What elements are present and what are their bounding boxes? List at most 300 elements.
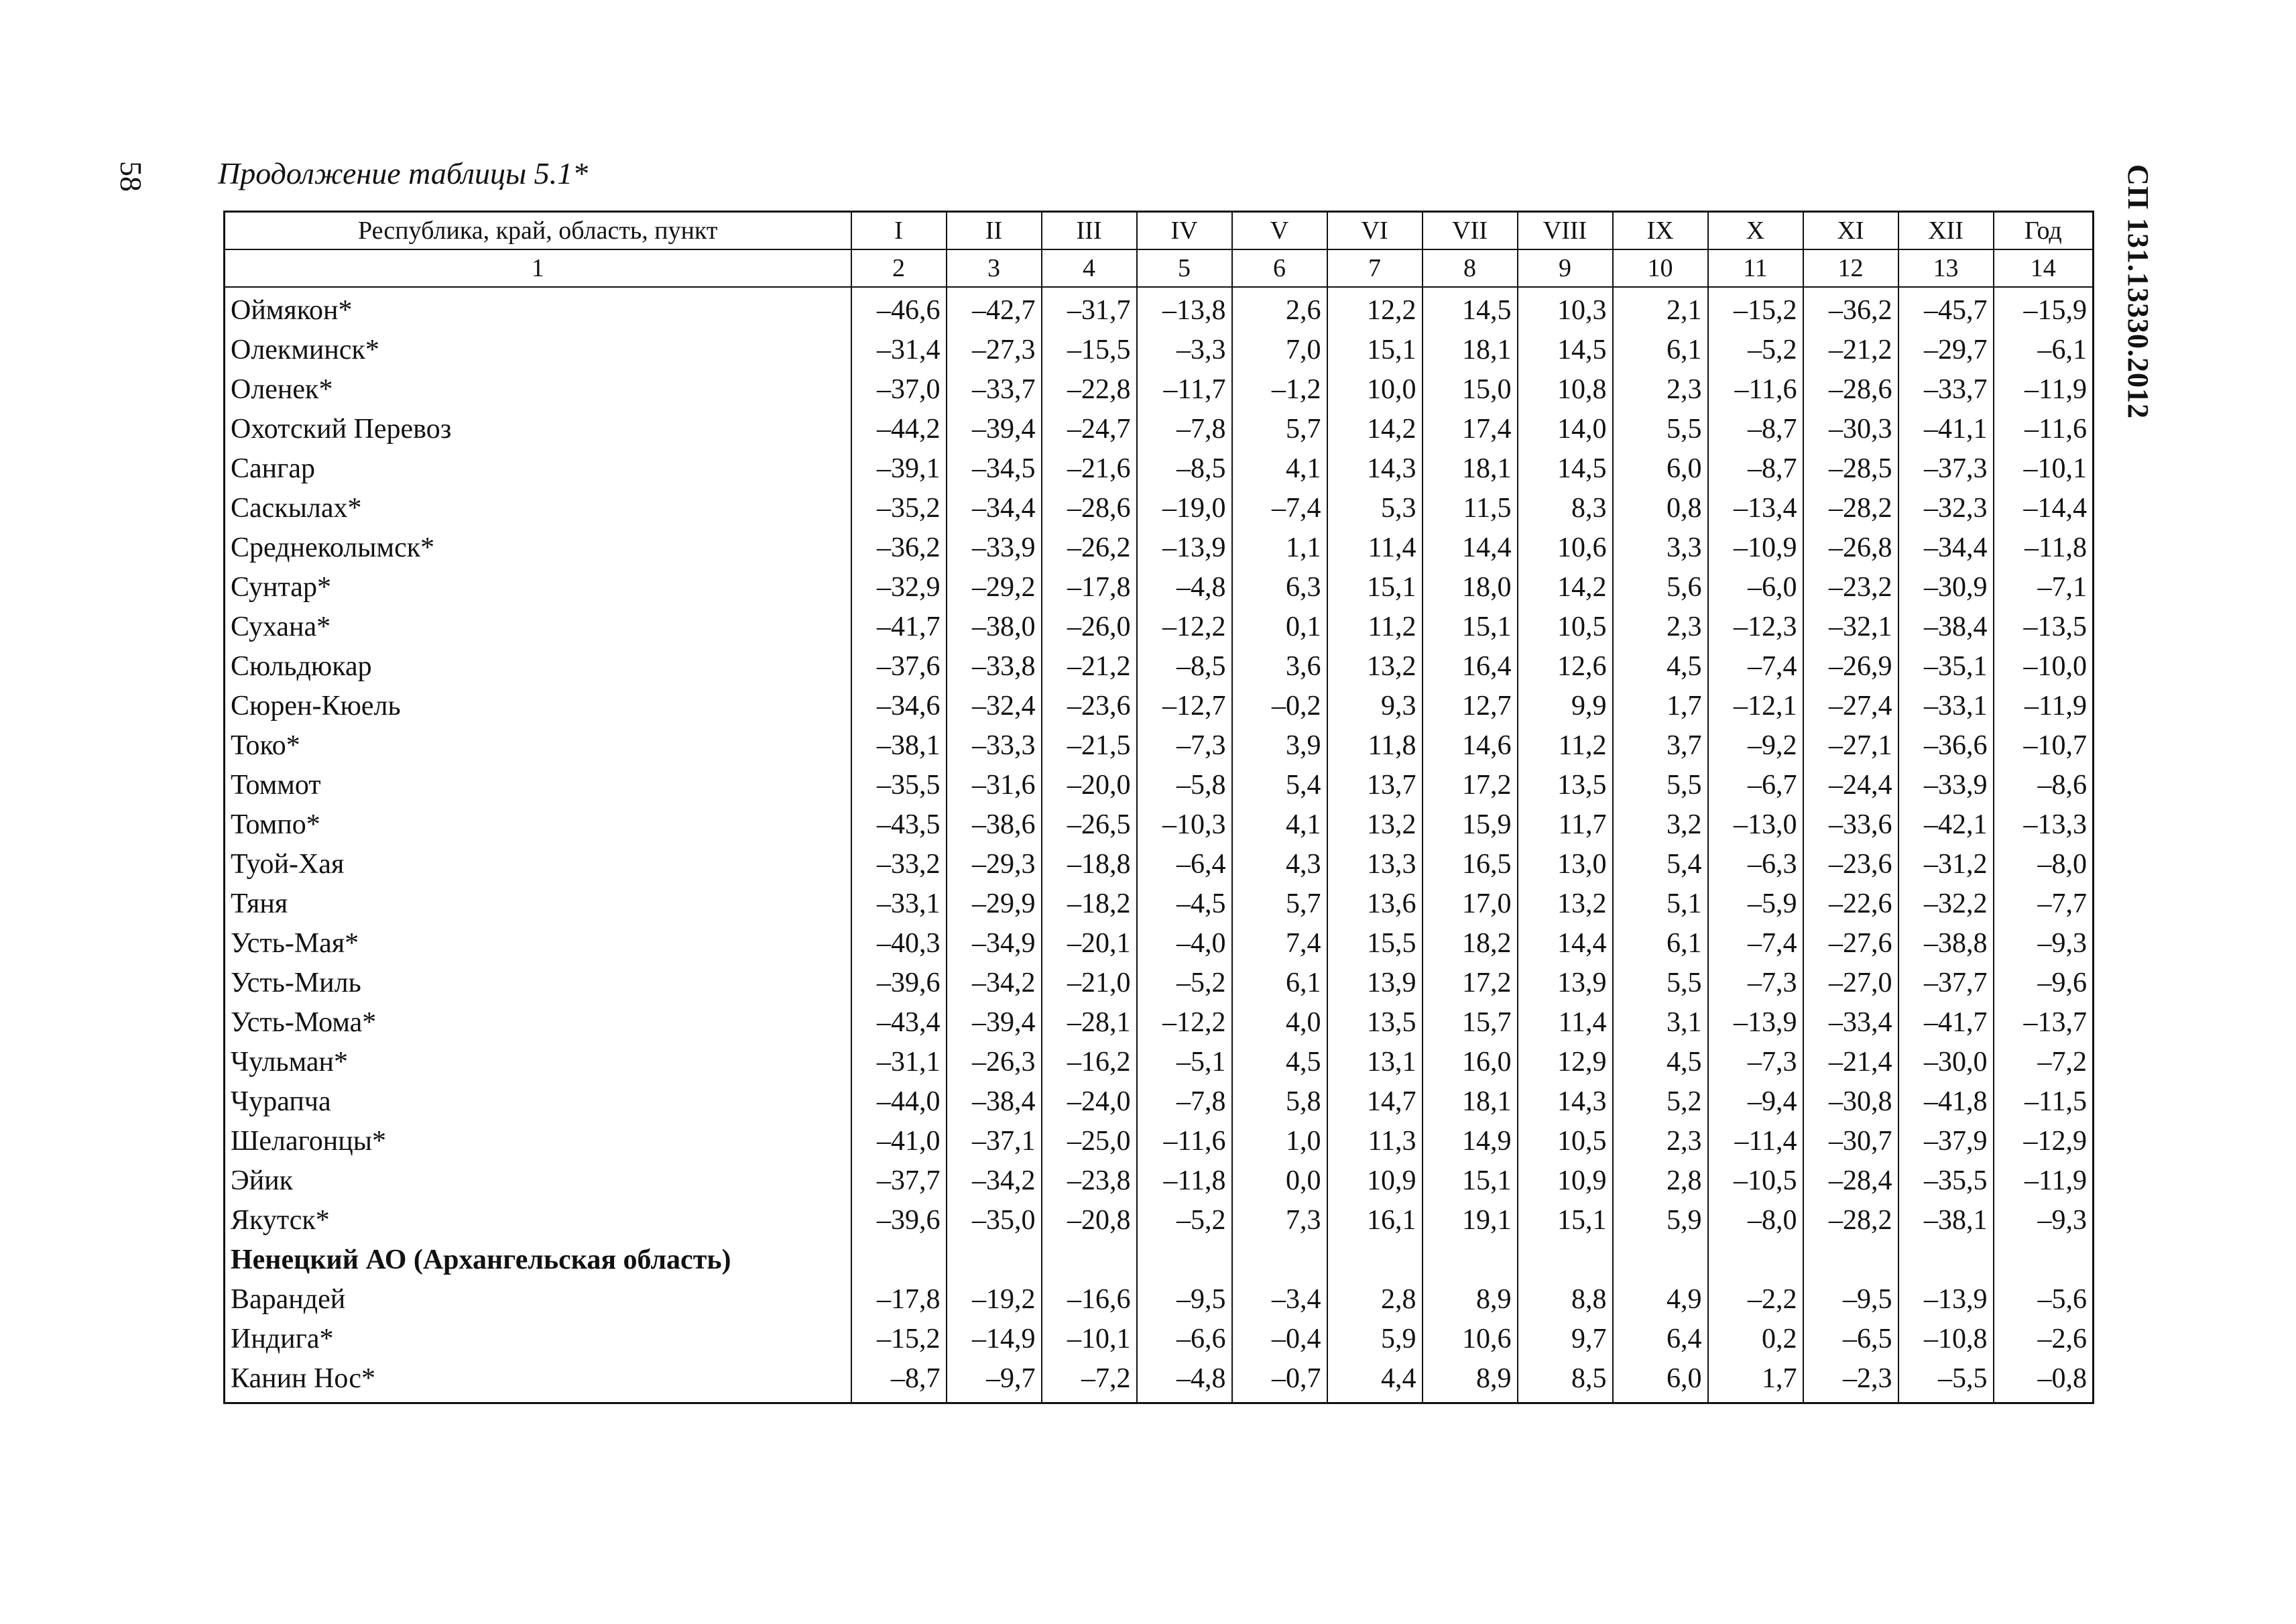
monthly-temperature-cell: 15,0 [1423,369,1518,409]
monthly-temperature-cell: 1,7 [1708,1358,1803,1403]
monthly-temperature-cell: 13,0 [1518,844,1613,884]
monthly-temperature-cell: –20,8 [1042,1200,1137,1240]
monthly-temperature-cell: 2,6 [1232,287,1327,330]
monthly-temperature-cell: –35,0 [947,1200,1042,1240]
monthly-temperature-cell: 14,3 [1327,449,1423,488]
monthly-temperature-cell: –40,3 [851,923,947,963]
monthly-temperature-cell: 17,2 [1423,963,1518,1002]
monthly-temperature-cell: –11,4 [1708,1121,1803,1161]
place-name: Олекминск* [225,330,851,369]
monthly-temperature-cell: –10,8 [1898,1319,1994,1358]
monthly-temperature-cell: 8,3 [1518,488,1613,528]
monthly-temperature-cell: –0,4 [1232,1319,1327,1358]
monthly-temperature-cell: 14,5 [1423,287,1518,330]
monthly-temperature-cell: –7,4 [1708,646,1803,686]
monthly-temperature-cell: –29,2 [947,567,1042,607]
monthly-temperature-cell: –36,2 [1803,287,1898,330]
monthly-temperature-cell: –10,5 [1708,1161,1803,1200]
table-body [225,287,2094,1403]
header-month-9: IX [1613,212,1708,250]
monthly-temperature-cell: 0,0 [1232,1161,1327,1200]
monthly-temperature-cell: –27,0 [1803,963,1898,1002]
monthly-temperature-cell: –27,1 [1803,726,1898,765]
place-name: Индига* [225,1319,851,1358]
monthly-temperature-cell: –12,7 [1137,686,1232,726]
monthly-temperature-cell: –17,8 [1042,567,1137,607]
place-name: Оленек* [225,369,851,409]
table-row [225,726,2094,765]
monthly-temperature-cell: –15,2 [851,1319,947,1358]
monthly-temperature-cell: –37,3 [1898,449,1994,488]
monthly-temperature-cell: 11,5 [1423,488,1518,528]
monthly-temperature-cell: –42,1 [1898,805,1994,844]
monthly-temperature-cell: 11,4 [1327,528,1423,567]
monthly-temperature-cell: –13,9 [1898,1279,1994,1319]
monthly-temperature-cell: –25,0 [1042,1121,1137,1161]
monthly-temperature-cell: –34,4 [1898,528,1994,567]
monthly-temperature-cell: –16,6 [1042,1279,1137,1319]
annual-temperature-cell: –10,1 [1994,449,2094,488]
monthly-temperature-cell: –30,9 [1898,567,1994,607]
monthly-temperature-cell: –36,2 [851,528,947,567]
table-row [225,1319,2094,1358]
place-name: Эйик [225,1161,851,1200]
monthly-temperature-cell: –30,8 [1803,1082,1898,1121]
monthly-temperature-cell: 7,4 [1232,923,1327,963]
monthly-temperature-cell: 4,4 [1327,1358,1423,1403]
monthly-temperature-cell: 4,9 [1613,1279,1708,1319]
monthly-temperature-cell: 7,0 [1232,330,1327,369]
table-caption: Продолжение таблицы 5.1* [218,156,589,190]
table-row [225,528,2094,567]
header-month-3: III [1042,212,1137,250]
table-row [225,923,2094,963]
monthly-temperature-cell: –35,2 [851,488,947,528]
monthly-temperature-cell: 14,4 [1518,923,1613,963]
column-number: 1 [225,249,851,287]
monthly-temperature-cell: –20,1 [1042,923,1137,963]
annual-temperature-cell: –13,5 [1994,607,2094,646]
monthly-temperature-cell: 1,0 [1232,1121,1327,1161]
monthly-temperature-cell: –26,8 [1803,528,1898,567]
monthly-temperature-cell: 13,3 [1327,844,1423,884]
monthly-temperature-cell: –11,7 [1137,369,1232,409]
place-name: Варандей [225,1279,851,1319]
monthly-temperature-cell: –32,9 [851,567,947,607]
monthly-temperature-cell [1137,1240,1232,1279]
monthly-temperature-cell: 13,2 [1327,805,1423,844]
monthly-temperature-cell: 5,4 [1232,765,1327,805]
header-month-11: XI [1803,212,1898,250]
table-row [225,765,2094,805]
monthly-temperature-cell: –41,0 [851,1121,947,1161]
monthly-temperature-cell: 3,6 [1232,646,1327,686]
monthly-temperature-cell: –7,8 [1137,1082,1232,1121]
table-row [225,330,2094,369]
header-year: Год [1994,212,2094,250]
monthly-temperature-cell: –38,0 [947,607,1042,646]
annual-temperature-cell: –9,3 [1994,1200,2094,1240]
place-name: Томмот [225,765,851,805]
monthly-temperature-cell: –21,2 [1042,646,1137,686]
header-number-row [225,249,2094,287]
monthly-temperature-cell: 5,9 [1327,1319,1423,1358]
monthly-temperature-cell: –9,5 [1803,1279,1898,1319]
monthly-temperature-cell: –45,7 [1898,287,1994,330]
monthly-temperature-cell: 11,2 [1518,726,1613,765]
monthly-temperature-cell: 13,9 [1327,963,1423,1002]
monthly-temperature-cell: –3,3 [1137,330,1232,369]
monthly-temperature-cell [1423,1240,1518,1279]
monthly-temperature-cell: 10,0 [1327,369,1423,409]
monthly-temperature-cell: 4,5 [1232,1042,1327,1082]
monthly-temperature-cell: 12,7 [1423,686,1518,726]
annual-temperature-cell: –7,1 [1994,567,2094,607]
annual-temperature-cell: –8,6 [1994,765,2094,805]
monthly-temperature-cell: 6,1 [1232,963,1327,1002]
monthly-temperature-cell: –19,0 [1137,488,1232,528]
monthly-temperature-cell: –4,8 [1137,567,1232,607]
monthly-temperature-cell: –33,7 [1898,369,1994,409]
monthly-temperature-cell: 18,2 [1423,923,1518,963]
table-row [225,369,2094,409]
monthly-temperature-cell: 6,1 [1613,923,1708,963]
monthly-temperature-cell: –13,4 [1708,488,1803,528]
place-name: Шелагонцы* [225,1121,851,1161]
monthly-temperature-cell: –24,0 [1042,1082,1137,1121]
header-month-10: X [1708,212,1803,250]
monthly-temperature-cell: –37,6 [851,646,947,686]
place-name: Канин Нос* [225,1358,851,1403]
monthly-temperature-cell: 6,4 [1613,1319,1708,1358]
monthly-temperature-cell: –6,4 [1137,844,1232,884]
place-name: Токо* [225,726,851,765]
column-number: 6 [1232,249,1327,287]
monthly-temperature-cell: 0,8 [1613,488,1708,528]
monthly-temperature-cell: –4,5 [1137,884,1232,923]
monthly-temperature-cell: –42,7 [947,287,1042,330]
monthly-temperature-cell: –30,0 [1898,1042,1994,1082]
monthly-temperature-cell: –8,7 [1708,449,1803,488]
table-row [225,1121,2094,1161]
monthly-temperature-cell: –31,2 [1898,844,1994,884]
place-name: Сухана* [225,607,851,646]
monthly-temperature-cell: –2,3 [1803,1358,1898,1403]
monthly-temperature-cell: –12,3 [1708,607,1803,646]
monthly-temperature-cell [1232,1240,1327,1279]
annual-temperature-cell: –6,1 [1994,330,2094,369]
monthly-temperature-cell: 15,1 [1518,1200,1613,1240]
annual-temperature-cell: –9,3 [1994,923,2094,963]
annual-temperature-cell: –0,8 [1994,1358,2094,1403]
monthly-temperature-cell: –29,3 [947,844,1042,884]
monthly-temperature-cell: –29,7 [1898,330,1994,369]
header-month-7: VII [1423,212,1518,250]
monthly-temperature-cell: –26,9 [1803,646,1898,686]
monthly-temperature-cell: –7,8 [1137,409,1232,449]
monthly-temperature-cell: –34,9 [947,923,1042,963]
monthly-temperature-cell: 13,5 [1518,765,1613,805]
monthly-temperature-cell: 15,9 [1423,805,1518,844]
annual-temperature-cell [1994,1240,2094,1279]
monthly-temperature-cell: 18,0 [1423,567,1518,607]
monthly-temperature-cell: –39,6 [851,1200,947,1240]
monthly-temperature-cell: 6,1 [1613,330,1708,369]
column-number: 4 [1042,249,1137,287]
place-name: Чурапча [225,1082,851,1121]
monthly-temperature-cell: –37,1 [947,1121,1042,1161]
monthly-temperature-cell: –5,1 [1137,1042,1232,1082]
monthly-temperature-cell: –6,5 [1803,1319,1898,1358]
monthly-temperature-cell: 16,4 [1423,646,1518,686]
monthly-temperature-cell: 13,2 [1327,646,1423,686]
monthly-temperature-cell: –13,8 [1137,287,1232,330]
monthly-temperature-cell: –31,6 [947,765,1042,805]
monthly-temperature-cell: 5,8 [1232,1082,1327,1121]
monthly-temperature-cell: 16,0 [1423,1042,1518,1082]
table-row [225,449,2094,488]
table-row [225,488,2094,528]
monthly-temperature-cell: –33,3 [947,726,1042,765]
monthly-temperature-cell: –38,8 [1898,923,1994,963]
place-name: Якутск* [225,1200,851,1240]
temperature-table [223,211,2094,1404]
monthly-temperature-cell: –0,2 [1232,686,1327,726]
monthly-temperature-cell: –37,7 [1898,963,1994,1002]
monthly-temperature-cell: –28,2 [1803,488,1898,528]
monthly-temperature-cell: –28,2 [1803,1200,1898,1240]
monthly-temperature-cell: –27,6 [1803,923,1898,963]
monthly-temperature-cell: –33,6 [1803,805,1898,844]
monthly-temperature-cell: 16,1 [1327,1200,1423,1240]
table-row [225,805,2094,844]
document-code: СП 131.13330.2012 [2122,164,2155,419]
monthly-temperature-cell: –9,2 [1708,726,1803,765]
column-number: 9 [1518,249,1613,287]
monthly-temperature-cell: –0,7 [1232,1358,1327,1403]
table-row [225,1161,2094,1200]
monthly-temperature-cell: 5,5 [1613,409,1708,449]
monthly-temperature-cell: 12,9 [1518,1042,1613,1082]
monthly-temperature-cell: –34,2 [947,1161,1042,1200]
page-number: 58 [114,161,148,192]
monthly-temperature-cell: –13,9 [1137,528,1232,567]
monthly-temperature-cell: –7,4 [1232,488,1327,528]
monthly-temperature-cell: 3,2 [1613,805,1708,844]
monthly-temperature-cell: 14,5 [1518,330,1613,369]
monthly-temperature-cell: 13,7 [1327,765,1423,805]
table-row [225,646,2094,686]
monthly-temperature-cell: –18,2 [1042,884,1137,923]
monthly-temperature-cell: 1,7 [1613,686,1708,726]
monthly-temperature-cell: 9,3 [1327,686,1423,726]
monthly-temperature-cell: –34,6 [851,686,947,726]
monthly-temperature-cell: 8,9 [1423,1279,1518,1319]
monthly-temperature-cell: –4,8 [1137,1358,1232,1403]
place-name: Оймякон* [225,287,851,330]
monthly-temperature-cell: 14,3 [1518,1082,1613,1121]
monthly-temperature-cell: 13,9 [1518,963,1613,1002]
monthly-temperature-cell: –35,1 [1898,646,1994,686]
monthly-temperature-cell: 4,5 [1613,1042,1708,1082]
monthly-temperature-cell: –41,7 [851,607,947,646]
monthly-temperature-cell: –6,0 [1708,567,1803,607]
monthly-temperature-cell: 10,8 [1518,369,1613,409]
monthly-temperature-cell: –28,6 [1803,369,1898,409]
header-month-1: I [851,212,947,250]
monthly-temperature-cell: 7,3 [1232,1200,1327,1240]
monthly-temperature-cell: –8,0 [1708,1200,1803,1240]
monthly-temperature-cell: –39,4 [947,1002,1042,1042]
column-number: 5 [1137,249,1232,287]
monthly-temperature-cell: –10,9 [1708,528,1803,567]
monthly-temperature-cell: 11,4 [1518,1002,1613,1042]
monthly-temperature-cell: –39,4 [947,409,1042,449]
monthly-temperature-cell: –10,3 [1137,805,1232,844]
monthly-temperature-cell: –8,7 [1708,409,1803,449]
region-name: Ненецкий АО (Архангельская область) [225,1240,851,1279]
annual-temperature-cell: –11,9 [1994,686,2094,726]
monthly-temperature-cell: –1,2 [1232,369,1327,409]
region-header-row [225,1240,2094,1279]
annual-temperature-cell: –2,6 [1994,1319,2094,1358]
place-name: Туой-Хая [225,844,851,884]
annual-temperature-cell: –11,9 [1994,369,2094,409]
monthly-temperature-cell: –33,2 [851,844,947,884]
monthly-temperature-cell: –43,5 [851,805,947,844]
table-row [225,607,2094,646]
annual-temperature-cell: –9,6 [1994,963,2094,1002]
monthly-temperature-cell: –6,3 [1708,844,1803,884]
column-number: 2 [851,249,947,287]
place-name: Томпо* [225,805,851,844]
monthly-temperature-cell: 5,6 [1613,567,1708,607]
monthly-temperature-cell: –7,3 [1708,963,1803,1002]
monthly-temperature-cell: –27,3 [947,330,1042,369]
monthly-temperature-cell [1803,1240,1898,1279]
monthly-temperature-cell: 14,0 [1518,409,1613,449]
table-row [225,287,2094,330]
monthly-temperature-cell: –33,1 [1898,686,1994,726]
annual-temperature-cell: –14,4 [1994,488,2094,528]
monthly-temperature-cell: –41,7 [1898,1002,1994,1042]
monthly-temperature-cell: –32,4 [947,686,1042,726]
monthly-temperature-cell: 14,2 [1518,567,1613,607]
column-number: 12 [1803,249,1898,287]
monthly-temperature-cell: 10,5 [1518,607,1613,646]
monthly-temperature-cell: 1,1 [1232,528,1327,567]
annual-temperature-cell: –15,9 [1994,287,2094,330]
monthly-temperature-cell: –5,2 [1708,330,1803,369]
monthly-temperature-cell: 18,1 [1423,330,1518,369]
monthly-temperature-cell: 11,2 [1327,607,1423,646]
table-row [225,844,2094,884]
monthly-temperature-cell: 13,5 [1327,1002,1423,1042]
monthly-temperature-cell: –31,4 [851,330,947,369]
monthly-temperature-cell: 5,7 [1232,409,1327,449]
monthly-temperature-cell: –9,7 [947,1358,1042,1403]
monthly-temperature-cell: –21,0 [1042,963,1137,1002]
monthly-temperature-cell: –24,7 [1042,409,1137,449]
monthly-temperature-cell: 11,3 [1327,1121,1423,1161]
monthly-temperature-cell: –11,8 [1137,1161,1232,1200]
monthly-temperature-cell: –46,6 [851,287,947,330]
column-number: 8 [1423,249,1518,287]
monthly-temperature-cell: –44,0 [851,1082,947,1121]
annual-temperature-cell: –12,9 [1994,1121,2094,1161]
monthly-temperature-cell: –34,2 [947,963,1042,1002]
monthly-temperature-cell: –22,8 [1042,369,1137,409]
monthly-temperature-cell: 10,5 [1518,1121,1613,1161]
monthly-temperature-cell: 8,5 [1518,1358,1613,1403]
header-month-5: V [1232,212,1327,250]
monthly-temperature-cell: 2,1 [1613,287,1708,330]
monthly-temperature-cell: 13,2 [1518,884,1613,923]
monthly-temperature-cell: –39,1 [851,449,947,488]
monthly-temperature-cell: –8,5 [1137,646,1232,686]
monthly-temperature-cell: 5,7 [1232,884,1327,923]
table-row [225,1002,2094,1042]
monthly-temperature-cell: –7,3 [1137,726,1232,765]
monthly-temperature-cell: –5,9 [1708,884,1803,923]
monthly-temperature-cell: –20,0 [1042,765,1137,805]
monthly-temperature-cell: –28,4 [1803,1161,1898,1200]
monthly-temperature-cell: 17,0 [1423,884,1518,923]
column-number: 14 [1994,249,2094,287]
monthly-temperature-cell: –13,0 [1708,805,1803,844]
monthly-temperature-cell [1042,1240,1137,1279]
monthly-temperature-cell: –26,5 [1042,805,1137,844]
monthly-temperature-cell: –21,4 [1803,1042,1898,1082]
monthly-temperature-cell: –38,1 [1898,1200,1994,1240]
monthly-temperature-cell: –28,1 [1042,1002,1137,1042]
monthly-temperature-cell: –33,8 [947,646,1042,686]
annual-temperature-cell: –11,8 [1994,528,2094,567]
monthly-temperature-cell: –9,4 [1708,1082,1803,1121]
annual-temperature-cell: –10,7 [1994,726,2094,765]
table-row [225,1042,2094,1082]
monthly-temperature-cell: 0,2 [1708,1319,1803,1358]
monthly-temperature-cell: –6,7 [1708,765,1803,805]
monthly-temperature-cell: –31,1 [851,1042,947,1082]
monthly-temperature-cell: –31,7 [1042,287,1137,330]
monthly-temperature-cell: 2,8 [1327,1279,1423,1319]
monthly-temperature-cell: –34,4 [947,488,1042,528]
monthly-temperature-cell: 14,4 [1423,528,1518,567]
monthly-temperature-cell: 0,1 [1232,607,1327,646]
monthly-temperature-cell: –27,4 [1803,686,1898,726]
monthly-temperature-cell: –38,4 [947,1082,1042,1121]
monthly-temperature-cell: 5,3 [1327,488,1423,528]
table-row [225,884,2094,923]
monthly-temperature-cell: –8,7 [851,1358,947,1403]
monthly-temperature-cell: –37,0 [851,369,947,409]
monthly-temperature-cell: 15,5 [1327,923,1423,963]
monthly-temperature-cell: –18,8 [1042,844,1137,884]
column-number: 11 [1708,249,1803,287]
place-name: Усть-Мома* [225,1002,851,1042]
monthly-temperature-cell: –37,9 [1898,1121,1994,1161]
annual-temperature-cell: –7,7 [1994,884,2094,923]
monthly-temperature-cell: –28,5 [1803,449,1898,488]
monthly-temperature-cell: 14,5 [1518,449,1613,488]
monthly-temperature-cell: 14,6 [1423,726,1518,765]
table-row [225,567,2094,607]
place-name: Усть-Мая* [225,923,851,963]
column-number: 13 [1898,249,1994,287]
monthly-temperature-cell: –35,5 [1898,1161,1994,1200]
place-name: Сунтар* [225,567,851,607]
